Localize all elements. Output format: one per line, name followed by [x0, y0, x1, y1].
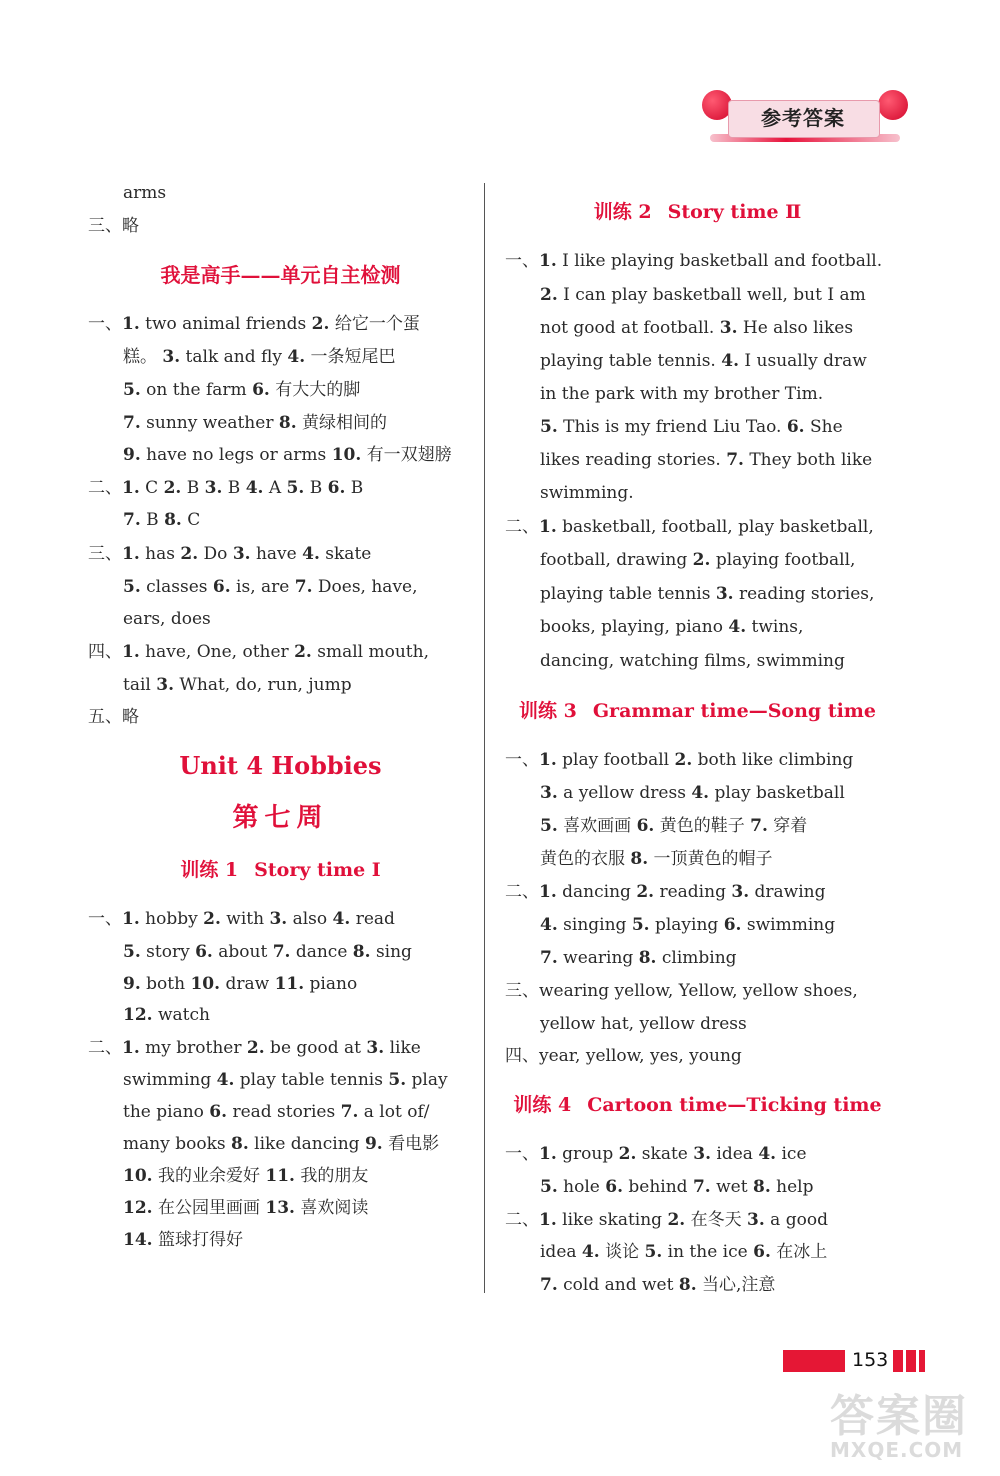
training-heading: [505, 698, 890, 724]
text-line: 糕。 3. talk and fly 4. 一条短尾巴: [123, 347, 396, 367]
text-line: many books 8. like dancing 9. 看电影: [123, 1134, 440, 1154]
text-line: 四、year, yellow, yes, young: [505, 1046, 742, 1066]
text-line: 9. have no legs or arms 10. 有一双翅膀: [123, 445, 452, 465]
text-line: 5. classes 6. is, are 7. Does, have,: [123, 577, 418, 597]
text-line: 三、1. has 2. Do 3. have 4. skate: [88, 544, 372, 564]
training-name: Story time Ⅱ: [667, 201, 802, 223]
text-line: 二、1. basketball, football, play basketball,: [505, 517, 874, 537]
text-line: 3. a yellow dress 4. play basketball: [540, 783, 845, 803]
training-name: Story time Ⅰ: [254, 859, 381, 881]
training-number: 训练 4: [513, 1094, 572, 1116]
text-line: playing table tennis 3. reading stories,: [540, 584, 875, 604]
text-line: 7. cold and wet 8. 当心,注意: [540, 1275, 776, 1295]
text-line: 四、1. have, One, other 2. small mouth,: [88, 642, 429, 662]
text-line: 12. watch: [123, 1005, 210, 1025]
text-line: swimming.: [540, 483, 634, 503]
text-line: tail 3. What, do, run, jump: [123, 675, 352, 695]
text-line: 一、1. hobby 2. with 3. also 4. read: [88, 909, 395, 929]
unit-heading: Unit 4 Hobbies: [179, 751, 382, 780]
training-heading: [505, 199, 890, 225]
text-line: 7. B 8. C: [123, 510, 201, 530]
text-line: 黄色的衣服 8. 一顶黄色的帽子: [540, 849, 773, 869]
page-number-block: [919, 1350, 925, 1372]
training-number: 训练 1: [180, 859, 239, 881]
watermark: [810, 1380, 980, 1470]
text-line: football, drawing 2. playing football,: [540, 550, 856, 570]
watermark-title: 答案圈: [830, 1391, 968, 1442]
answer-key-badge: [700, 88, 910, 150]
watermark-url: MXQE.COM: [830, 1438, 964, 1462]
text-line: 三、略: [88, 216, 139, 236]
training-name: Cartoon time—Ticking time: [587, 1094, 882, 1116]
text-line: 一、1. I like playing basketball and football.: [505, 251, 883, 271]
text-line: 14. 篮球打得好: [123, 1230, 243, 1250]
text-line: 5. on the farm 6. 有大大的脚: [123, 380, 361, 400]
text-line: 二、1. my brother 2. be good at 3. like: [88, 1038, 421, 1058]
training-heading: [505, 1092, 890, 1118]
text-line: 一、1. two animal friends 2. 给它一个蛋: [88, 314, 420, 334]
text-line: 9. both 10. draw 11. piano: [123, 974, 358, 994]
text-line: in the park with my brother Tim.: [540, 384, 824, 404]
text-line: playing table tennis. 4. I usually draw: [540, 351, 867, 371]
text-line: ears, does: [123, 609, 211, 629]
text-line: likes reading stories. 7. They both like: [540, 450, 873, 470]
page-number-bar: [783, 1350, 845, 1372]
text-line: 10. 我的业余爱好 11. 我的朋友: [123, 1166, 369, 1186]
text-line: 一、1. group 2. skate 3. idea 4. ice: [505, 1144, 807, 1164]
text-line: 二、1. like skating 2. 在冬天 3. a good: [505, 1210, 828, 1230]
text-line: 二、1. C 2. B 3. B 4. A 5. B 6. B: [88, 478, 364, 498]
training-number: 训练 2: [593, 201, 652, 223]
text-line: 二、1. dancing 2. reading 3. drawing: [505, 882, 826, 902]
text-line: 12. 在公园里画画 13. 喜欢阅读: [123, 1198, 369, 1218]
page-number-block: [893, 1350, 903, 1372]
text-line: yellow hat, yellow dress: [540, 1014, 747, 1034]
text-line: dancing, watching films, swimming: [540, 651, 845, 671]
text-line: 5. story 6. about 7. dance 8. sing: [123, 942, 412, 962]
text-line: swimming 4. play table tennis 5. play: [123, 1070, 448, 1090]
text-line: 5. This is my friend Liu Tao. 6. She: [540, 417, 843, 437]
training-number: 训练 3: [518, 700, 577, 722]
training-name: Grammar time—Song time: [592, 700, 877, 722]
text-line: 5. 喜欢画画 6. 黄色的鞋子 7. 穿着: [540, 816, 808, 836]
week-heading: 第七周: [232, 803, 329, 833]
page-number-block: [906, 1350, 916, 1372]
text-line: arms: [123, 183, 167, 203]
text-line: 五、略: [88, 707, 139, 727]
text-line: 4. singing 5. playing 6. swimming: [540, 915, 836, 935]
training-heading: [88, 857, 473, 883]
text-line: the piano 6. read stories 7. a lot of/: [123, 1102, 430, 1122]
text-line: 三、wearing yellow, Yellow, yellow shoes,: [505, 981, 858, 1001]
text-line: 7. sunny weather 8. 黄绿相间的: [123, 413, 388, 433]
text-line: books, playing, piano 4. twins,: [540, 617, 804, 637]
badge-title: 参考答案: [761, 106, 845, 130]
text-line: not good at football. 3. He also likes: [540, 318, 854, 338]
section-heading: 我是高手——单元自主检测: [160, 263, 401, 287]
text-line: 2. I can play basketball well, but I am: [540, 285, 866, 305]
text-line: 7. wearing 8. climbing: [540, 948, 737, 968]
text-line: 一、1. play football 2. both like climbing: [505, 750, 854, 770]
page-number: 153: [852, 1349, 889, 1371]
text-line: 5. hole 6. behind 7. wet 8. help: [540, 1177, 814, 1197]
column-divider: [484, 183, 485, 1293]
badge-figure-right-icon: [878, 90, 908, 120]
text-line: idea 4. 谈论 5. in the ice 6. 在冰上: [540, 1242, 828, 1262]
